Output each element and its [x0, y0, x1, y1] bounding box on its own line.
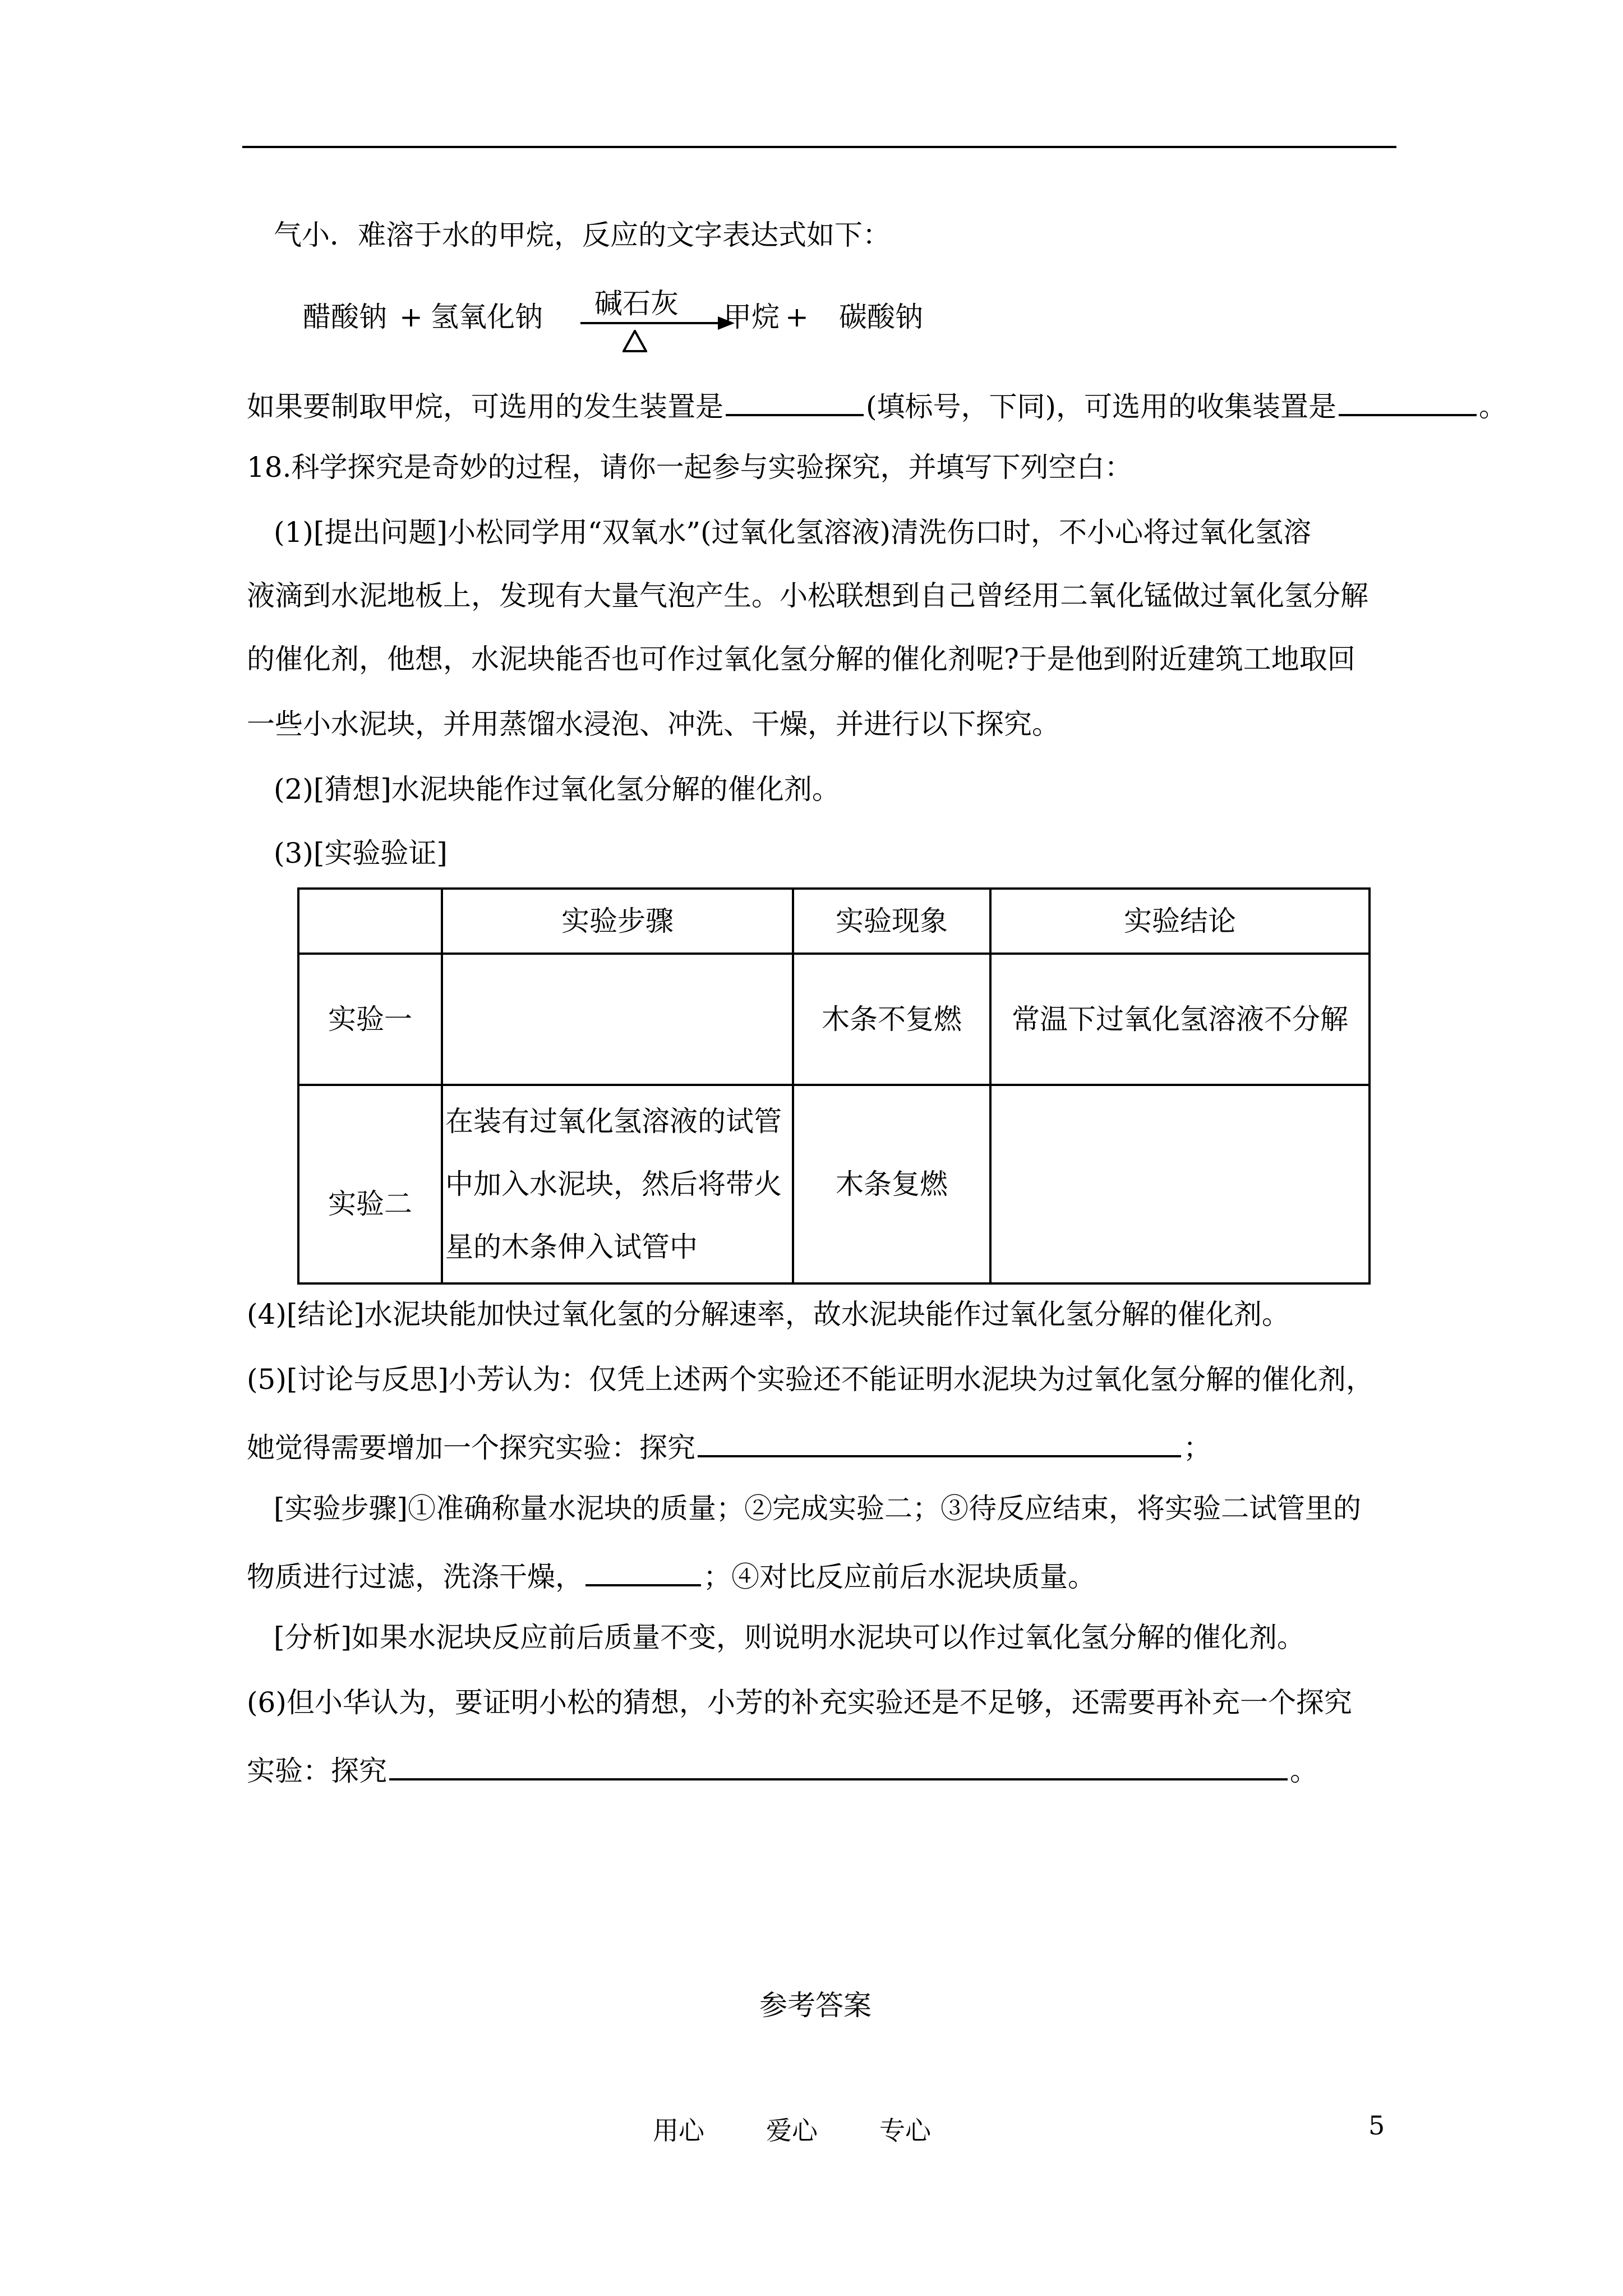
product-1: 甲烷: [723, 301, 780, 333]
q18-blank-explore-2[interactable]: [389, 1752, 1288, 1780]
q18-conclusion: (4)[结论]水泥块能加快过氧化氢的分解速率，故水泥块能作过氧化氢分解的催化剂。: [247, 1298, 1290, 1331]
q18-hypothesis: (2)[猜想]水泥块能作过氧化氢分解的催化剂。: [274, 773, 840, 806]
steps-text-2: ；④对比反应前后水泥块质量。: [703, 1561, 1096, 1593]
discussion-text: 她觉得需要增加一个探究实验：探究: [247, 1432, 695, 1464]
table-cell-phenomenon: 木条复燃: [793, 1085, 990, 1283]
p6-text: 实验：探究: [247, 1755, 387, 1787]
steps-text-1: 物质进行过滤，洗涤干燥，: [247, 1561, 583, 1593]
footer-motto-1: 用心: [653, 2115, 704, 2146]
table-header-cell: 实验结论: [990, 889, 1370, 954]
q18-verification-label: (3)[实验验证]: [274, 837, 448, 869]
page-number: 5: [1368, 2110, 1385, 2141]
q18-p1-line-3: 的催化剂，他想，水泥块能否也可作过氧化氢分解的催化剂呢?于是他到附近建筑工地取回: [247, 643, 1355, 675]
q18-discussion-line-1: (5)[讨论与反思]小芳认为：仅凭上述两个实验还不能证明水泥块为过氧化氢分解的催化剂，: [247, 1363, 1374, 1396]
q17-text-1: 如果要制取甲烷，可选用的发生装置是: [247, 390, 723, 423]
answers-title: 参考答案: [759, 1989, 872, 2022]
reaction-arrow: [580, 322, 720, 324]
q18-steps-line-1: [实验步骤]①准确称量水泥块的质量；②完成实验二；③待反应结束，将实验二试管里的: [274, 1492, 1362, 1525]
discussion-end: ；: [1183, 1432, 1211, 1464]
step-line: 中加入水泥块，然后将带火: [445, 1168, 782, 1200]
q18-blank-explore-1[interactable]: [698, 1429, 1181, 1457]
q18-title: 18.科学探究是奇妙的过程，请你一起参与实验探究，并填写下列空白：: [247, 451, 1133, 484]
q18-steps-line-2: [247, 1558, 1096, 1591]
q18-discussion-line-2: [247, 1429, 1211, 1462]
q18-p1-line-2: 液滴到水泥地板上，发现有大量气泡产生。小松联想到自己曾经用二氧化锰做过氧化氢分解: [247, 579, 1368, 612]
table-cell-name: 实验一: [298, 954, 442, 1085]
heat-triangle-icon: [623, 330, 647, 352]
q18-p6-line-1: (6)但小华认为，要证明小松的猜想，小芳的补充实验还是不足够，还需要再补充一个探究: [247, 1686, 1352, 1719]
q17-blank-generator[interactable]: [726, 388, 864, 416]
table-header-row: [298, 889, 1370, 954]
reactant-2: 氢氧化钠: [431, 301, 543, 333]
step-line: 星的木条伸入试管中: [445, 1231, 698, 1263]
table-cell-conclusion: 常温下过氧化氢溶液不分解: [990, 954, 1370, 1085]
reaction-condition: 碱石灰: [594, 287, 679, 320]
table-cell-step[interactable]: [442, 954, 793, 1085]
footer-motto-2: 爱心: [766, 2115, 818, 2146]
q17-blank-collector[interactable]: [1339, 388, 1477, 416]
q17-text-3: 。: [1479, 390, 1507, 423]
table-header-cell: [298, 889, 442, 954]
table-cell-step: [442, 1085, 793, 1283]
q17-line: [247, 388, 1507, 421]
product-2: 碳酸钠: [839, 301, 923, 333]
q18-analysis: [分析]如果水泥块反应前后质量不变，则说明水泥块可以作过氧化氢分解的催化剂。: [274, 1621, 1306, 1654]
intro-line: 气小．难溶于水的甲烷，反应的文字表达式如下：: [274, 219, 891, 251]
table-cell-conclusion[interactable]: [990, 1085, 1370, 1283]
q18-p6-line-2: [247, 1752, 1318, 1785]
table-row: [298, 954, 1370, 1085]
table-header-cell: 实验步骤: [442, 889, 793, 954]
q18-p1-line-4: 一些小水泥块，并用蒸馏水浸泡、冲洗、干燥，并进行以下探究。: [247, 708, 1060, 740]
table-cell-name: 实验二: [298, 1085, 442, 1283]
q18-blank-step[interactable]: [585, 1558, 701, 1586]
reactant-1: 醋酸钠: [303, 301, 387, 333]
table-header-cell: 实验现象: [793, 889, 990, 954]
table-row: [298, 1085, 1370, 1283]
q17-text-2: (填标号，下同)，可选用的收集装置是: [866, 390, 1337, 423]
footer-motto-3: 专心: [879, 2115, 931, 2146]
step-line: 在装有过氧化氢溶液的试管: [445, 1105, 782, 1138]
header-rule: [242, 146, 1396, 148]
plus-sign-1: +: [399, 301, 423, 333]
p6-end: 。: [1290, 1755, 1318, 1787]
experiment-table: [297, 887, 1371, 1285]
plus-sign-2: +: [785, 301, 809, 333]
q18-p1-line-1: (1)[提出问题]小松同学用“双氧水”(过氧化氢溶液)清洗伤口时，不小心将过氧化氢溶: [274, 516, 1311, 549]
table-cell-phenomenon: 木条不复燃: [793, 954, 990, 1085]
